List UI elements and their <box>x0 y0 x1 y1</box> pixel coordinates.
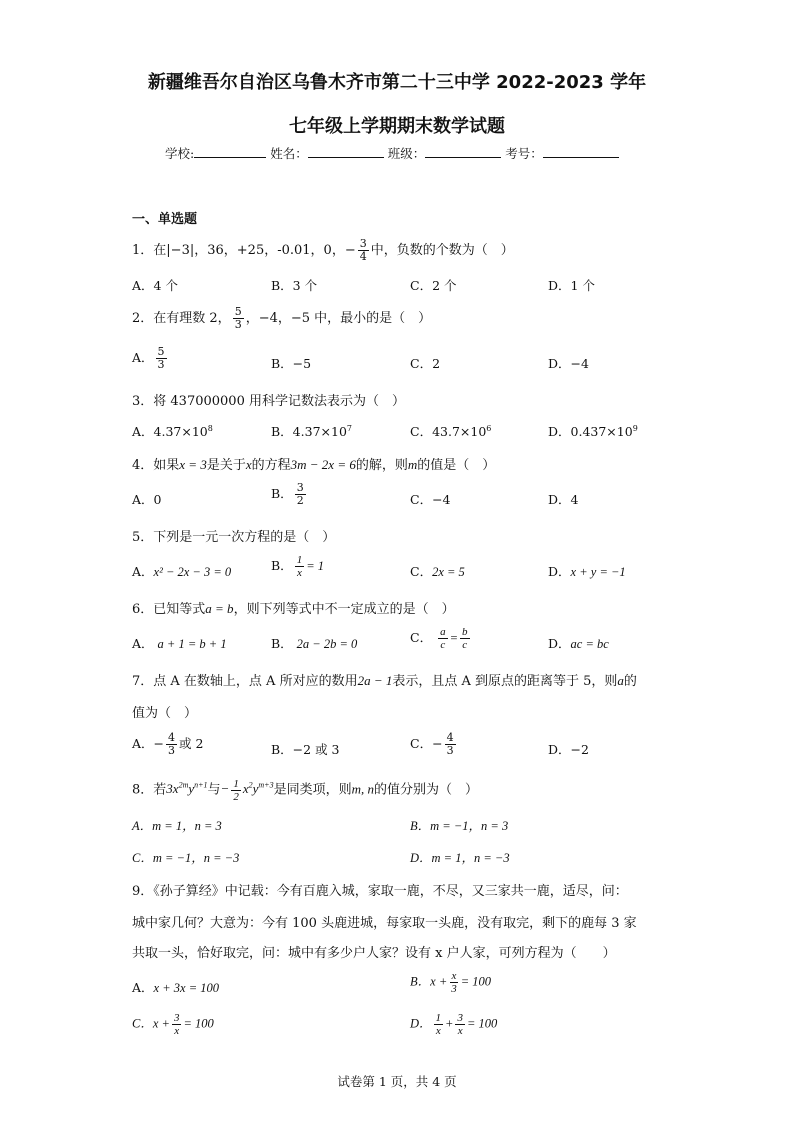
q7-b: 2a − 1 <box>357 673 393 688</box>
q1-items: ，36，+25，-0.01，0， <box>194 243 345 258</box>
q7-option-d[interactable]: D．−2 <box>548 742 589 757</box>
q9-option-b[interactable]: B．x + $\frac{x}{3}$ = 100 <box>410 970 492 995</box>
q4-h: m <box>407 457 418 472</box>
q1-suffix: 中，负数的个数为（ ） <box>370 243 514 258</box>
q9-opt-a-label: A． <box>132 980 154 995</box>
q2-option-d[interactable]: D．−4 <box>548 356 589 371</box>
q1-abs-value: 3 <box>181 243 190 258</box>
q1-option-b[interactable]: B．3 个 <box>271 278 318 293</box>
q6-opt-b-math: 2a − 2b = 0 <box>296 637 358 651</box>
q4-f: 3m − 2x = 6 <box>290 457 356 472</box>
q7-option-a[interactable]: A．− $\frac{4}{3}$ 或 2 <box>132 731 204 757</box>
q5-option-b[interactable] <box>271 554 324 579</box>
q9-option-d[interactable]: D． $\frac{1}{x}$ + $\frac{3}{x}$ = 100 <box>410 1012 498 1037</box>
school-blank[interactable] <box>194 145 266 158</box>
q7-opt-a-den: 3 <box>168 744 176 757</box>
q6-opt-d-math: ac = bc <box>570 637 609 651</box>
question-2 <box>132 306 431 331</box>
q3-opt-d-text: D．0.437×10 <box>548 424 633 439</box>
q2-option-a-label: A． <box>132 350 154 365</box>
q9-opt-b-label: B． <box>410 974 431 989</box>
q6-opt-a-label: A． <box>132 636 154 651</box>
q6-option-c[interactable]: C． $\frac{a}{c}$ = $\frac{b}{c}$ <box>410 626 468 651</box>
q4-g: 的解，则 <box>355 458 408 473</box>
q7-c: 表示，且点 A 到原点的距离等于 5，则 <box>392 674 618 689</box>
q1-prefix: 1．在 <box>132 243 167 258</box>
q4-opt-b-den: 2 <box>296 494 304 507</box>
q4-option-b[interactable] <box>271 482 308 507</box>
q5-opt-a-label: A． <box>132 564 154 579</box>
q4-c: 是关于 <box>206 458 246 473</box>
q2-opt-a-num: 5 <box>157 345 165 358</box>
section-heading: 一、单选题 <box>132 212 198 227</box>
q6-opt-c-den2: c <box>462 639 468 651</box>
q6-option-d[interactable] <box>548 634 609 652</box>
q7-opt-c-num: 4 <box>446 731 454 744</box>
q3-option-b[interactable] <box>271 422 352 440</box>
q9-option-c[interactable]: C．x + $\frac{3}{x}$ = 100 <box>132 1012 214 1037</box>
q6-opt-d-label: D． <box>548 636 571 651</box>
q1-abs: |−3| <box>166 243 195 258</box>
q5-opt-c-math: 2x = 5 <box>432 565 465 579</box>
q2-option-a[interactable] <box>132 346 169 371</box>
q4-option-c[interactable]: C．−4 <box>410 492 451 507</box>
q6-opt-c-label: C． <box>410 630 433 645</box>
q1-neg-frac: − $\frac{3}{4}$ <box>344 237 367 263</box>
q5-option-d[interactable] <box>548 562 626 580</box>
question-7-line1 <box>132 670 637 689</box>
question-5: 5．下列是一元一次方程的是（ ） <box>132 530 336 545</box>
q2-suffix: ，−4，−5 中，最小的是（ ） <box>245 311 432 326</box>
q9-option-a[interactable] <box>132 978 219 996</box>
q5-opt-d-math: x + y = −1 <box>570 565 626 579</box>
student-info-row <box>165 144 619 162</box>
q7-opt-c-den: 3 <box>446 744 454 757</box>
q6-c: ，则下列等式中不一定成立的是（ ） <box>233 602 455 617</box>
q7-a: 7．点 A 在数轴上，点 A 所对应的数用 <box>132 674 358 689</box>
q7-opt-a-label: A． <box>132 736 154 751</box>
q4-a: 4．如果 <box>132 458 180 473</box>
q4-e: 的方程 <box>251 458 291 473</box>
q4-opt-b-num: 3 <box>296 481 304 494</box>
q6-opt-a-math: a + 1 = b + 1 <box>157 637 227 651</box>
exam-title-line1: 新疆维吾尔自治区乌鲁木齐市第二十三中学 2022-2023 学年 <box>147 72 647 93</box>
q5-option-a[interactable] <box>132 562 231 580</box>
q2-option-b[interactable]: B．−5 <box>271 356 312 371</box>
q4-option-a[interactable]: A．0 <box>132 492 162 507</box>
q3-opt-c-exp: 6 <box>486 423 492 433</box>
q9-opt-c-label: C． <box>132 1016 153 1031</box>
q6-opt-c-den1: c <box>440 639 446 651</box>
q2-prefix: 2．在有理数 2， <box>132 311 231 326</box>
exam-title-line2: 七年级上学期期末数学试题 <box>289 116 505 137</box>
q8-b: 与 <box>207 782 221 798</box>
q5-opt-a-math: x² − 2x − 3 = 0 <box>153 565 232 579</box>
q5-opt-c-label: C． <box>410 564 433 579</box>
q8-a: 8．若 <box>132 782 167 798</box>
q3-opt-a-text: A．4.37×10 <box>132 424 208 439</box>
q7-option-c[interactable]: C．− $\frac{4}{3}$ <box>410 731 454 757</box>
q4-i: 的值是（ ） <box>417 458 496 473</box>
q6-option-a[interactable] <box>132 634 227 652</box>
question-6 <box>132 598 455 617</box>
name-label: 姓名： <box>270 146 308 161</box>
id-blank[interactable] <box>543 145 619 158</box>
q6-opt-c-num2: b <box>462 626 468 638</box>
q5-opt-d-label: D． <box>548 564 571 579</box>
q4-option-d[interactable]: D．4 <box>548 492 579 507</box>
q1-frac-num: 3 <box>359 237 367 250</box>
q6-a: 6．已知等式 <box>132 602 206 617</box>
q4-b: x = 3 <box>179 457 207 472</box>
q6-opt-b-label: B． <box>271 636 293 651</box>
q5-opt-b-den: x <box>296 567 302 579</box>
q8-d: m, n <box>351 781 374 797</box>
q8-option-a[interactable]: A．m = 1，n = 3 <box>132 819 222 833</box>
question-9-line2: 城中家几何？大意为：今有 100 头鹿进城，每家取一头鹿，没有取完，剩下的鹿每 3 家 <box>132 916 637 931</box>
question-9-line3: 共取一头，恰好取完，问：城中有多少户人家？设有 x 户人家，可列方程为（ ） <box>132 946 616 961</box>
q8-option-d[interactable]: D．m = 1，n = −3 <box>410 851 510 865</box>
q3-opt-c-text: C．43.7×10 <box>410 424 487 439</box>
q1-frac-den: 4 <box>359 250 367 263</box>
name-blank[interactable] <box>308 145 384 158</box>
q7-d: a <box>617 673 624 688</box>
q8-term2: − $\frac{1}{2}$ $x^2y^{m+3}$ <box>220 778 274 803</box>
q2-frac-den: 3 <box>234 318 242 331</box>
q8-option-b[interactable]: B．m = −1，n = 3 <box>410 819 509 833</box>
q1-option-c[interactable]: C．2 个 <box>410 278 457 293</box>
q7-opt-c-label: C． <box>410 736 433 751</box>
class-label: 班级： <box>387 146 426 161</box>
question-8 <box>132 778 478 803</box>
q4-opt-b-label: B． <box>271 486 293 501</box>
q8-e: 的值分别为（ ） <box>373 782 478 798</box>
q7-opt-a-rest: 或 2 <box>179 736 204 751</box>
question-1 <box>132 238 514 263</box>
q8-term1: $3x^{2m}y^{n+1}$ <box>166 781 208 797</box>
q8-option-c[interactable]: C．m = −1，n = −3 <box>132 851 240 865</box>
q7-option-b[interactable]: B．−2 或 3 <box>271 742 340 757</box>
id-label: 考号： <box>505 146 543 161</box>
question-7-line2: 值为（ ） <box>132 706 198 721</box>
q3-option-a[interactable] <box>132 422 213 440</box>
question-9-line1: 9．《孙子算经》中记载：今有百鹿入城，家取一鹿，不尽，又三家共一鹿，适尽，问： <box>132 884 628 899</box>
q4-d: x <box>245 457 252 472</box>
q3-option-c[interactable] <box>410 422 491 440</box>
q3-opt-d-exp: 9 <box>632 423 638 433</box>
q3-opt-b-exp: 7 <box>346 423 352 433</box>
q5-option-c[interactable] <box>410 562 465 580</box>
q7-e: 的 <box>623 674 637 689</box>
q1-option-a[interactable]: A．4 个 <box>132 278 178 293</box>
q5-opt-b-num: 1 <box>296 554 303 566</box>
question-4 <box>132 454 495 473</box>
q2-option-c[interactable]: C．2 <box>410 356 441 371</box>
school-label: 学校: <box>165 146 195 161</box>
q1-option-d[interactable]: D．1 个 <box>548 278 595 293</box>
page-footer: 试卷第 1 页，共 4 页 <box>337 1074 457 1089</box>
q5-opt-b-label: B． <box>271 558 293 573</box>
question-3: 3．将 437000000 用科学记数法表示为（ ） <box>132 394 405 409</box>
q2-opt-a-den: 3 <box>157 358 165 371</box>
q2-frac-num: 5 <box>234 305 242 318</box>
q9-opt-a-math: x + 3x = 100 <box>153 981 219 995</box>
q6-b: a = b <box>205 601 234 616</box>
q3-opt-a-exp: 8 <box>207 423 213 433</box>
q8-c: 是同类项，则 <box>273 782 352 798</box>
class-blank[interactable] <box>425 145 501 158</box>
q6-opt-c-num1: a <box>440 626 446 638</box>
q5-opt-b-rest: = 1 <box>306 559 324 573</box>
q6-option-b[interactable] <box>271 634 357 652</box>
q7-opt-a-num: 4 <box>168 731 176 744</box>
q3-option-d[interactable] <box>548 422 638 440</box>
q9-opt-d-label: D． <box>410 1016 432 1031</box>
q3-opt-b-text: B．4.37×10 <box>271 424 347 439</box>
